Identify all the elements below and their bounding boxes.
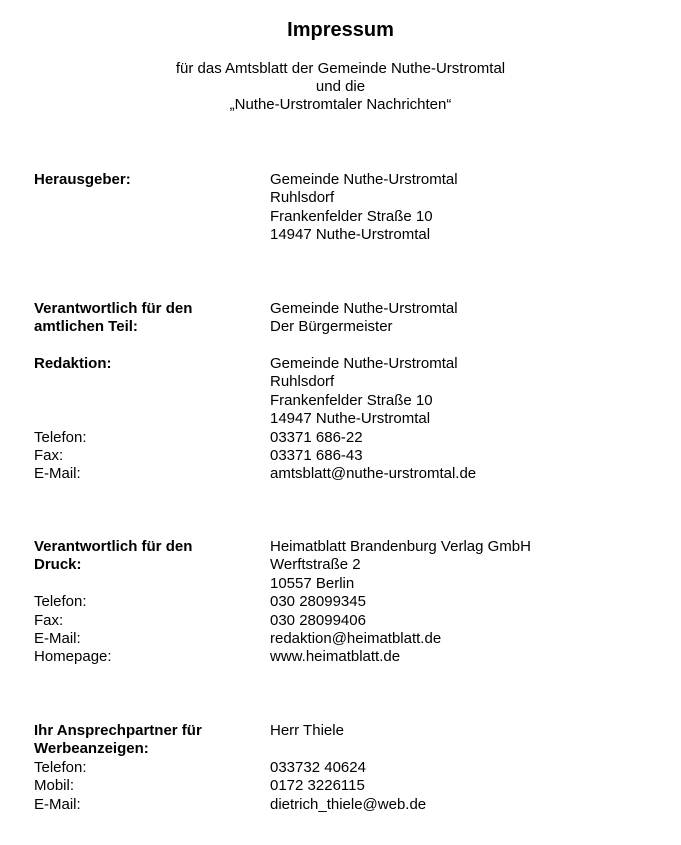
herausgeber-label: Herausgeber: — [34, 171, 131, 188]
contact-label: Fax: — [34, 446, 64, 464]
contact-label: Telefon: — [34, 758, 87, 776]
address-line: Frankenfelder Straße 10 — [270, 207, 433, 225]
value-line: Der Bürgermeister — [270, 318, 393, 336]
address-line: Ruhlsdorf — [270, 189, 335, 207]
druck-label — [34, 538, 254, 575]
address-line: Ruhlsdorf — [270, 373, 335, 391]
label-line: Druck: — [34, 556, 82, 574]
address-line: Gemeinde Nuthe-Urstromtal — [270, 171, 458, 188]
label-line: Verantwortlich für den — [34, 300, 193, 317]
contact-label: E-Mail: — [34, 629, 81, 647]
page-title: Impressum — [287, 19, 394, 41]
label-line: Werbeanzeigen: — [34, 740, 149, 758]
verantwortlich-amtlich-label — [34, 300, 254, 337]
phone-value: 030 28099345 — [270, 593, 366, 611]
email-value: dietrich_thiele@web.de — [270, 795, 427, 813]
phone-value: 033732 40624 — [270, 758, 366, 776]
address-line: Werftstraße 2 — [270, 556, 361, 574]
werbung-label — [34, 722, 254, 759]
email-value: redaktion@heimatblatt.de — [270, 629, 442, 647]
label-line: Verantwortlich für den — [34, 538, 193, 555]
verantwortlich-amtlich-value — [270, 300, 670, 337]
label-line: amtlichen Teil: — [34, 318, 138, 336]
address-line: Gemeinde Nuthe-Urstromtal — [270, 355, 458, 372]
phone-value: 03371 686-22 — [270, 428, 363, 446]
email-value: amtsblatt@nuthe-urstromtal.de — [270, 465, 477, 483]
contact-label: Telefon: — [34, 428, 87, 446]
druck-address — [270, 538, 670, 593]
mobile-value: 0172 3226115 — [270, 777, 365, 795]
address-line: Heimatblatt Brandenburg Verlag GmbH — [270, 538, 531, 555]
address-line: 10557 Berlin — [270, 574, 355, 592]
redaktion-address — [270, 355, 670, 429]
contact-label: Telefon: — [34, 593, 87, 611]
contact-label: Homepage: — [34, 648, 112, 666]
contact-label: Mobil: — [34, 777, 75, 795]
subtitle-line: „Nuthe-Urstromtaler Nachrichten“ — [229, 96, 452, 113]
address-line: 14947 Nuthe-Urstromtal — [270, 410, 431, 428]
subtitle-line: und die — [315, 78, 366, 95]
fax-value: 03371 686-43 — [270, 446, 363, 464]
contact-person: Herr Thiele — [270, 722, 344, 739]
contact-label: Fax: — [34, 611, 64, 629]
homepage-value: www.heimatblatt.de — [270, 648, 401, 666]
redaktion-label: Redaktion: — [34, 355, 112, 372]
label-line: Ihr Ansprechpartner für — [34, 722, 202, 739]
werbung-contact-person — [270, 722, 670, 740]
address-line: 14947 Nuthe-Urstromtal — [270, 226, 431, 244]
contact-label: E-Mail: — [34, 465, 81, 483]
subtitle — [0, 60, 681, 114]
address-line: Frankenfelder Straße 10 — [270, 391, 433, 409]
herausgeber-address — [270, 171, 670, 245]
subtitle-line: für das Amtsblatt der Gemeinde Nuthe-Urstromtal — [175, 60, 506, 77]
fax-value: 030 28099406 — [270, 611, 366, 629]
contact-label: E-Mail: — [34, 795, 81, 813]
value-line: Gemeinde Nuthe-Urstromtal — [270, 300, 458, 317]
